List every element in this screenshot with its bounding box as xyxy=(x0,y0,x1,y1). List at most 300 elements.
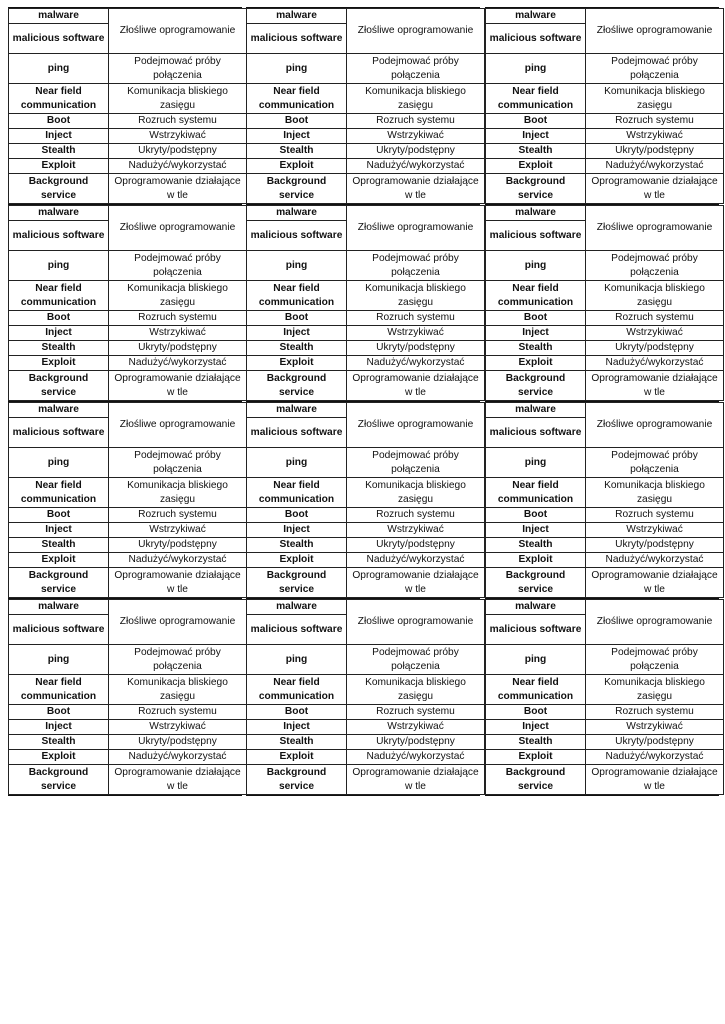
term-cell: Stealth xyxy=(9,144,109,159)
table-row xyxy=(9,9,247,24)
definition-cell: Ukryty/podstępny xyxy=(347,735,485,750)
table-row xyxy=(247,281,485,311)
term-cell: malicious software xyxy=(247,615,347,645)
term-cell: Boot xyxy=(247,508,347,523)
vocabulary-table xyxy=(8,205,247,401)
definition-cell: Podejmować próby połączenia xyxy=(109,448,247,478)
definition-cell: Ukryty/podstępny xyxy=(586,538,724,553)
table-row xyxy=(247,675,485,705)
table-row xyxy=(486,765,724,795)
definition-cell: Wstrzykiwać xyxy=(586,523,724,538)
table-row xyxy=(486,508,724,523)
definition-cell: Złośliwe oprogramowanie xyxy=(109,9,247,54)
term-cell: malicious software xyxy=(486,221,586,251)
definition-cell: Podejmować próby połączenia xyxy=(586,448,724,478)
table-row xyxy=(247,84,485,114)
term-cell: Background service xyxy=(247,371,347,401)
term-cell: Near field communication xyxy=(247,478,347,508)
definition-cell: Złośliwe oprogramowanie xyxy=(347,403,485,448)
table-row xyxy=(9,720,247,735)
term-cell: ping xyxy=(247,645,347,675)
term-cell: Boot xyxy=(486,311,586,326)
term-cell: Exploit xyxy=(247,553,347,568)
table-row xyxy=(9,705,247,720)
definition-cell: Wstrzykiwać xyxy=(586,326,724,341)
table-row xyxy=(486,735,724,750)
term-cell: Near field communication xyxy=(9,478,109,508)
table-row xyxy=(486,84,724,114)
table-row xyxy=(247,735,485,750)
term-cell: Near field communication xyxy=(486,84,586,114)
table-row xyxy=(486,371,724,401)
term-cell: ping xyxy=(247,54,347,84)
table-row xyxy=(486,159,724,174)
definition-cell: Złośliwe oprogramowanie xyxy=(586,206,724,251)
term-cell: Near field communication xyxy=(486,478,586,508)
definition-cell: Rozruch systemu xyxy=(109,311,247,326)
term-cell: Exploit xyxy=(247,750,347,765)
table-row xyxy=(247,326,485,341)
table-row xyxy=(486,341,724,356)
term-cell: Inject xyxy=(9,523,109,538)
term-cell: Stealth xyxy=(9,341,109,356)
table-row xyxy=(486,645,724,675)
table-row xyxy=(9,281,247,311)
definition-cell: Rozruch systemu xyxy=(109,508,247,523)
term-cell: Background service xyxy=(9,568,109,598)
definition-cell: Oprogramowanie działające w tle xyxy=(109,371,247,401)
term-cell: malware xyxy=(9,600,109,615)
term-cell: Exploit xyxy=(9,553,109,568)
term-cell: Boot xyxy=(9,311,109,326)
table-row xyxy=(247,705,485,720)
definition-cell: Nadużyć/wykorzystać xyxy=(109,553,247,568)
term-cell: Near field communication xyxy=(247,675,347,705)
term-cell: malicious software xyxy=(9,418,109,448)
definition-cell: Wstrzykiwać xyxy=(347,129,485,144)
table-row xyxy=(9,568,247,598)
term-cell: Stealth xyxy=(486,735,586,750)
table-row xyxy=(9,206,247,221)
definition-cell: Złośliwe oprogramowanie xyxy=(347,206,485,251)
term-cell: Stealth xyxy=(247,341,347,356)
term-cell: Inject xyxy=(486,129,586,144)
table-row xyxy=(9,765,247,795)
term-cell: Inject xyxy=(247,326,347,341)
table-row xyxy=(247,538,485,553)
definition-cell: Komunikacja bliskiego zasięgu xyxy=(586,675,724,705)
term-cell: malware xyxy=(9,206,109,221)
table-row xyxy=(9,144,247,159)
definition-cell: Ukryty/podstępny xyxy=(347,341,485,356)
definition-cell: Złośliwe oprogramowanie xyxy=(586,403,724,448)
term-cell: malware xyxy=(247,403,347,418)
definition-cell: Wstrzykiwać xyxy=(347,523,485,538)
definition-cell: Złośliwe oprogramowanie xyxy=(586,9,724,54)
table-row xyxy=(9,129,247,144)
definition-cell: Nadużyć/wykorzystać xyxy=(586,159,724,174)
vocabulary-card xyxy=(8,401,242,598)
column-1 xyxy=(8,7,242,796)
table-row xyxy=(9,675,247,705)
definition-cell: Komunikacja bliskiego zasięgu xyxy=(347,478,485,508)
vocabulary-card xyxy=(246,7,480,204)
table-row xyxy=(486,675,724,705)
table-row xyxy=(486,720,724,735)
definition-cell: Złośliwe oprogramowanie xyxy=(109,403,247,448)
term-cell: malware xyxy=(9,403,109,418)
table-row xyxy=(9,54,247,84)
definition-cell: Ukryty/podstępny xyxy=(586,144,724,159)
definition-cell: Złośliwe oprogramowanie xyxy=(109,206,247,251)
table-row xyxy=(486,174,724,204)
definition-cell: Rozruch systemu xyxy=(586,311,724,326)
vocabulary-card xyxy=(246,204,480,401)
definition-cell: Ukryty/podstępny xyxy=(109,735,247,750)
definition-cell: Nadużyć/wykorzystać xyxy=(586,750,724,765)
term-cell: Inject xyxy=(9,129,109,144)
term-cell: Exploit xyxy=(9,356,109,371)
table-row xyxy=(247,174,485,204)
definition-cell: Ukryty/podstępny xyxy=(109,144,247,159)
term-cell: Boot xyxy=(247,114,347,129)
table-row xyxy=(247,765,485,795)
term-cell: Stealth xyxy=(486,341,586,356)
definition-cell: Nadużyć/wykorzystać xyxy=(586,553,724,568)
term-cell: Stealth xyxy=(9,538,109,553)
definition-cell: Komunikacja bliskiego zasięgu xyxy=(347,84,485,114)
term-cell: Inject xyxy=(9,720,109,735)
term-cell: Inject xyxy=(486,720,586,735)
definition-cell: Złośliwe oprogramowanie xyxy=(109,600,247,645)
table-row xyxy=(9,508,247,523)
definition-cell: Rozruch systemu xyxy=(347,114,485,129)
term-cell: Background service xyxy=(9,371,109,401)
vocabulary-card xyxy=(485,598,719,796)
definition-cell: Rozruch systemu xyxy=(347,705,485,720)
table-row xyxy=(486,251,724,281)
term-cell: Background service xyxy=(9,765,109,795)
table-row xyxy=(9,159,247,174)
definition-cell: Oprogramowanie działające w tle xyxy=(586,765,724,795)
term-cell: malicious software xyxy=(9,24,109,54)
term-cell: ping xyxy=(9,251,109,281)
table-row xyxy=(247,568,485,598)
vocabulary-card xyxy=(246,598,480,796)
definition-cell: Podejmować próby połączenia xyxy=(109,251,247,281)
term-cell: Boot xyxy=(9,508,109,523)
definition-cell: Rozruch systemu xyxy=(586,508,724,523)
table-row xyxy=(9,553,247,568)
table-row xyxy=(486,403,724,418)
table-row xyxy=(486,356,724,371)
table-row xyxy=(486,281,724,311)
column-2 xyxy=(246,7,480,796)
table-row xyxy=(9,538,247,553)
term-cell: ping xyxy=(247,251,347,281)
term-cell: Background service xyxy=(486,765,586,795)
term-cell: Inject xyxy=(247,523,347,538)
table-row xyxy=(486,9,724,24)
definition-cell: Podejmować próby połączenia xyxy=(109,54,247,84)
table-row xyxy=(486,600,724,615)
term-cell: ping xyxy=(486,645,586,675)
term-cell: Boot xyxy=(486,114,586,129)
table-row xyxy=(9,735,247,750)
table-row xyxy=(486,568,724,598)
definition-cell: Wstrzykiwać xyxy=(347,720,485,735)
definition-cell: Oprogramowanie działające w tle xyxy=(109,174,247,204)
table-row xyxy=(247,251,485,281)
term-cell: Inject xyxy=(486,523,586,538)
table-row xyxy=(9,114,247,129)
term-cell: malware xyxy=(247,206,347,221)
table-row xyxy=(247,356,485,371)
vocabulary-card xyxy=(485,401,719,598)
definition-cell: Złośliwe oprogramowanie xyxy=(586,600,724,645)
term-cell: Stealth xyxy=(247,538,347,553)
term-cell: malicious software xyxy=(9,221,109,251)
definition-cell: Ukryty/podstępny xyxy=(347,538,485,553)
definition-cell: Komunikacja bliskiego zasięgu xyxy=(586,84,724,114)
definition-cell: Złośliwe oprogramowanie xyxy=(347,9,485,54)
definition-cell: Oprogramowanie działające w tle xyxy=(109,568,247,598)
table-row xyxy=(247,645,485,675)
definition-cell: Komunikacja bliskiego zasięgu xyxy=(109,675,247,705)
definition-cell: Oprogramowanie działające w tle xyxy=(347,568,485,598)
term-cell: Inject xyxy=(486,326,586,341)
definition-cell: Nadużyć/wykorzystać xyxy=(347,159,485,174)
table-row xyxy=(247,600,485,615)
term-cell: malicious software xyxy=(486,24,586,54)
vocabulary-card xyxy=(485,7,719,204)
definition-cell: Oprogramowanie działające w tle xyxy=(347,765,485,795)
table-row xyxy=(247,508,485,523)
definition-cell: Komunikacja bliskiego zasięgu xyxy=(586,281,724,311)
table-row xyxy=(9,356,247,371)
table-row xyxy=(9,326,247,341)
table-row xyxy=(486,705,724,720)
table-row xyxy=(486,144,724,159)
term-cell: malware xyxy=(247,600,347,615)
definition-cell: Wstrzykiwać xyxy=(109,523,247,538)
term-cell: ping xyxy=(9,645,109,675)
definition-cell: Oprogramowanie działające w tle xyxy=(347,371,485,401)
definition-cell: Komunikacja bliskiego zasięgu xyxy=(109,84,247,114)
term-cell: Inject xyxy=(247,129,347,144)
table-row xyxy=(9,750,247,765)
table-row xyxy=(247,9,485,24)
term-cell: Background service xyxy=(247,174,347,204)
term-cell: malware xyxy=(486,206,586,221)
table-row xyxy=(247,523,485,538)
term-cell: Boot xyxy=(9,114,109,129)
definition-cell: Wstrzykiwać xyxy=(109,326,247,341)
vocabulary-card xyxy=(8,598,242,796)
term-cell: Stealth xyxy=(486,538,586,553)
definition-cell: Nadużyć/wykorzystać xyxy=(347,553,485,568)
definition-cell: Rozruch systemu xyxy=(109,705,247,720)
definition-cell: Podejmować próby połączenia xyxy=(347,54,485,84)
term-cell: malware xyxy=(486,600,586,615)
table-row xyxy=(9,311,247,326)
table-row xyxy=(486,523,724,538)
term-cell: Exploit xyxy=(486,750,586,765)
table-row xyxy=(9,174,247,204)
definition-cell: Komunikacja bliskiego zasięgu xyxy=(586,478,724,508)
vocabulary-table xyxy=(8,8,247,204)
definition-cell: Podejmować próby połączenia xyxy=(586,54,724,84)
term-cell: Stealth xyxy=(247,144,347,159)
definition-cell: Podejmować próby połączenia xyxy=(586,645,724,675)
term-cell: Boot xyxy=(486,508,586,523)
definition-cell: Nadużyć/wykorzystać xyxy=(109,159,247,174)
table-row xyxy=(247,448,485,478)
table-row xyxy=(247,114,485,129)
term-cell: ping xyxy=(247,448,347,478)
term-cell: Background service xyxy=(247,765,347,795)
term-cell: Exploit xyxy=(486,553,586,568)
term-cell: Near field communication xyxy=(247,281,347,311)
definition-cell: Wstrzykiwać xyxy=(586,720,724,735)
definition-cell: Ukryty/podstępny xyxy=(109,538,247,553)
table-row xyxy=(9,371,247,401)
term-cell: ping xyxy=(9,448,109,478)
vocabulary-table xyxy=(485,599,724,795)
vocabulary-card xyxy=(485,204,719,401)
column-3 xyxy=(485,7,719,796)
table-row xyxy=(9,645,247,675)
definition-cell: Wstrzykiwać xyxy=(347,326,485,341)
term-cell: Background service xyxy=(486,568,586,598)
table-row xyxy=(247,371,485,401)
table-row xyxy=(486,206,724,221)
term-cell: malicious software xyxy=(247,24,347,54)
term-cell: malicious software xyxy=(247,221,347,251)
table-row xyxy=(247,159,485,174)
term-cell: ping xyxy=(9,54,109,84)
table-row xyxy=(9,523,247,538)
term-cell: Exploit xyxy=(9,159,109,174)
term-cell: Background service xyxy=(486,371,586,401)
term-cell: Exploit xyxy=(247,356,347,371)
table-row xyxy=(9,448,247,478)
table-row xyxy=(247,54,485,84)
definition-cell: Rozruch systemu xyxy=(586,705,724,720)
term-cell: Background service xyxy=(486,174,586,204)
definition-cell: Oprogramowanie działające w tle xyxy=(347,174,485,204)
definition-cell: Oprogramowanie działające w tle xyxy=(586,371,724,401)
table-row xyxy=(247,750,485,765)
term-cell: Exploit xyxy=(9,750,109,765)
definition-cell: Nadużyć/wykorzystać xyxy=(109,356,247,371)
term-cell: Inject xyxy=(247,720,347,735)
table-row xyxy=(9,251,247,281)
term-cell: Stealth xyxy=(247,735,347,750)
table-row xyxy=(247,403,485,418)
table-row xyxy=(9,600,247,615)
definition-cell: Rozruch systemu xyxy=(109,114,247,129)
definition-cell: Wstrzykiwać xyxy=(109,720,247,735)
definition-cell: Nadużyć/wykorzystać xyxy=(586,356,724,371)
vocabulary-table xyxy=(246,205,485,401)
definition-cell: Podejmować próby połączenia xyxy=(586,251,724,281)
definition-cell: Komunikacja bliskiego zasięgu xyxy=(347,675,485,705)
term-cell: Boot xyxy=(9,705,109,720)
table-row xyxy=(486,326,724,341)
table-row xyxy=(247,720,485,735)
term-cell: Stealth xyxy=(486,144,586,159)
table-row xyxy=(247,478,485,508)
definition-cell: Podejmować próby połączenia xyxy=(347,645,485,675)
vocabulary-table xyxy=(246,402,485,598)
definition-cell: Rozruch systemu xyxy=(347,311,485,326)
table-row xyxy=(9,84,247,114)
definition-cell: Nadużyć/wykorzystać xyxy=(347,750,485,765)
term-cell: ping xyxy=(486,251,586,281)
table-row xyxy=(247,553,485,568)
definition-cell: Wstrzykiwać xyxy=(586,129,724,144)
term-cell: malware xyxy=(247,9,347,24)
definition-cell: Komunikacja bliskiego zasięgu xyxy=(347,281,485,311)
definition-cell: Wstrzykiwać xyxy=(109,129,247,144)
term-cell: malware xyxy=(486,9,586,24)
vocabulary-table xyxy=(485,402,724,598)
definition-cell: Nadużyć/wykorzystać xyxy=(109,750,247,765)
table-row xyxy=(247,341,485,356)
definition-cell: Podejmować próby połączenia xyxy=(347,448,485,478)
term-cell: malware xyxy=(486,403,586,418)
definition-cell: Rozruch systemu xyxy=(347,508,485,523)
term-cell: Boot xyxy=(247,705,347,720)
table-row xyxy=(247,311,485,326)
vocabulary-card xyxy=(8,7,242,204)
definition-cell: Ukryty/podstępny xyxy=(347,144,485,159)
definition-cell: Oprogramowanie działające w tle xyxy=(109,765,247,795)
table-row xyxy=(486,54,724,84)
term-cell: ping xyxy=(486,54,586,84)
definition-cell: Złośliwe oprogramowanie xyxy=(347,600,485,645)
table-row xyxy=(486,538,724,553)
vocabulary-card xyxy=(8,204,242,401)
table-row xyxy=(9,403,247,418)
vocabulary-card xyxy=(246,401,480,598)
table-row xyxy=(486,129,724,144)
term-cell: malicious software xyxy=(9,615,109,645)
definition-cell: Ukryty/podstępny xyxy=(586,341,724,356)
term-cell: malicious software xyxy=(486,418,586,448)
vocabulary-table xyxy=(246,599,485,795)
vocabulary-table xyxy=(485,8,724,204)
definition-cell: Nadużyć/wykorzystać xyxy=(347,356,485,371)
term-cell: malicious software xyxy=(486,615,586,645)
term-cell: malicious software xyxy=(247,418,347,448)
term-cell: Boot xyxy=(486,705,586,720)
definition-cell: Komunikacja bliskiego zasięgu xyxy=(109,478,247,508)
table-row xyxy=(247,129,485,144)
term-cell: Near field communication xyxy=(9,84,109,114)
table-row xyxy=(9,478,247,508)
term-cell: Exploit xyxy=(486,356,586,371)
table-row xyxy=(486,750,724,765)
term-cell: ping xyxy=(486,448,586,478)
term-cell: Near field communication xyxy=(486,281,586,311)
term-cell: Inject xyxy=(9,326,109,341)
table-row xyxy=(9,341,247,356)
vocabulary-table xyxy=(8,599,247,795)
definition-cell: Komunikacja bliskiego zasięgu xyxy=(109,281,247,311)
table-row xyxy=(486,114,724,129)
